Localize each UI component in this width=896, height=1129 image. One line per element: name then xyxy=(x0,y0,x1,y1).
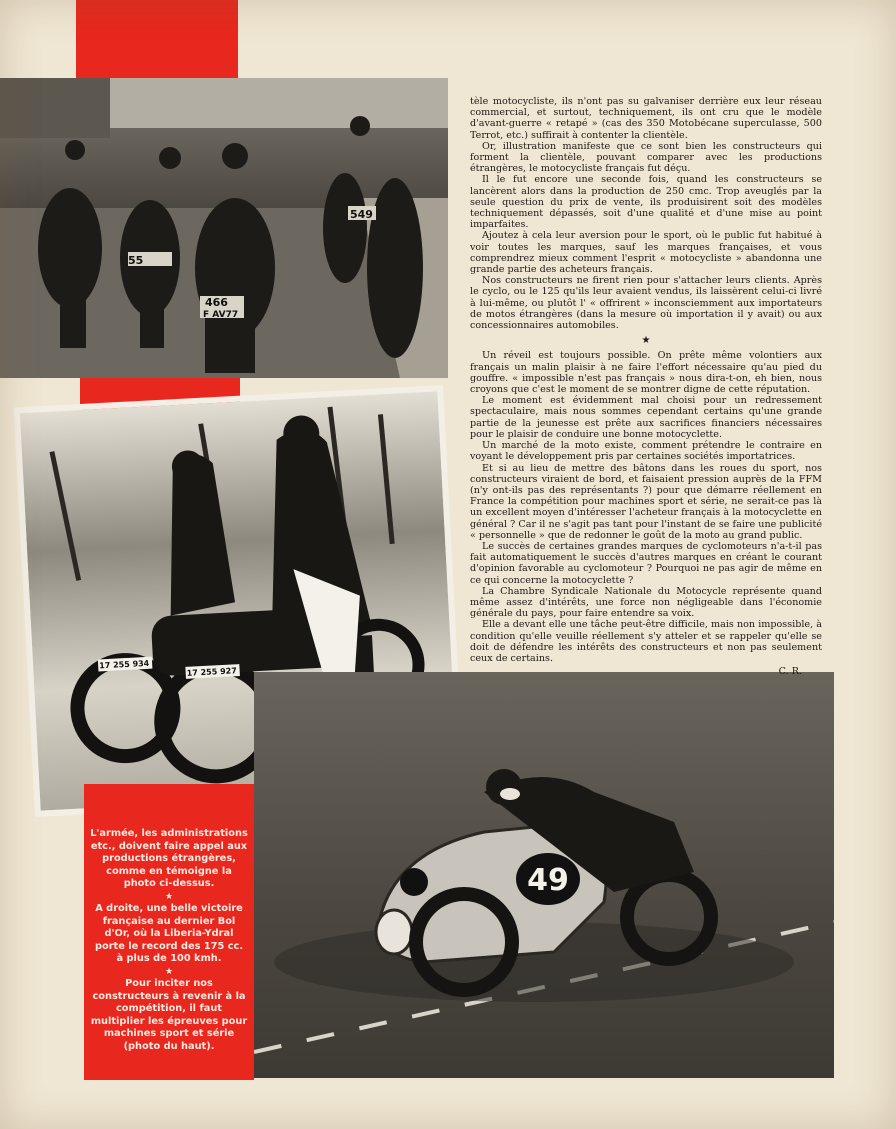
article-paragraph: Un marché de la moto existe, comment prétendre le contraire en voyant le développement pris par certaines sociétés importatrices. xyxy=(470,440,822,463)
red-block-top xyxy=(76,0,238,80)
article-paragraph: Ajoutez à cela leur aversion pour le sport, où le public fut habitué à voir toutes les marques, sauf les marques françaises, et vous comprendrez mieux comment l'esprit « motocycliste » abandonna une grande partie des acheteurs français. xyxy=(470,230,822,276)
star-separator: ★ xyxy=(164,966,174,977)
photo-caption-box xyxy=(84,784,254,1080)
article-paragraph: Le moment est évidemment mal choisi pour un redressement spectaculaire, mais nous sommes cependant certains qu'une grande partie de la jeunesse est prête aux sacrifices financiers nécessaires pour le plaisir de conduire une bonne motocyclette. xyxy=(470,395,822,440)
plate-549: 549 xyxy=(350,208,373,221)
photo-race-49 xyxy=(254,672,834,1078)
article-paragraph: tèle motocycliste, ils n'ont pas su galvaniser derrière eux leur réseau commercial, et surtout, techniquement, ils ont cru que le modèle d'avant-guerre « retapé » (cas des 350 Motobécane superculasse, 500 Terrot, etc.) suffirait à contenter la clientèle. xyxy=(470,96,822,141)
article-paragraph: Or, illustration manifeste que ce sont bien les constructeurs qui forment la clientèle, pouvant comparer avec les productions étrangères, le motocycliste français fut déçu. xyxy=(470,140,822,175)
photo-race-start xyxy=(0,78,448,378)
author-signature: C. R. xyxy=(778,666,802,678)
article-paragraph: Nos constructeurs ne firent rien pour s'attacher leurs clients. Après le cyclo, ou le 125 qu'ils leur avaient vendus, ils laissèrent celui-ci livré à lui-même, ou plutôt l' « offrirent » inconsciemment aux importateurs de motos étrangères (dans la mesure où importation il y avait) ou aux concessionnaires automobiles. xyxy=(470,275,822,332)
article-text xyxy=(470,96,822,677)
plate-17255934: 17 255 934 xyxy=(98,658,150,671)
article-paragraph: Le succès de certaines grandes marques de cyclomoteurs n'a-t-il pas fait automatiquement le succès d'autres marques en créant le courant d'opinion favorable au cyclomoteur ? Pourquoi ne pas agir de même en ce qui concerne la motocyclette ? xyxy=(470,540,822,586)
article-paragraph: Il le fut encore une seconde fois, quand les constructeurs se lancèrent alors dans la production de 250 cmc. Trop aveuglés par la seule question du prix de vente, ils produisirent soit des modèles techniquement dépassés, soit d'une qualité et d'une mise au point imparfaites. xyxy=(470,174,822,231)
article-paragraph: Elle a devant elle une tâche peut-être difficile, mais non impossible, à condition qu'elle veuille réellement s'y atteler et se rappeler qu'elle se doit de défendre les intérêts des constructeurs et non pas seulement ceux de certains. xyxy=(470,619,822,664)
plate-fav77: F AV77 xyxy=(203,310,239,320)
plate-466: 466 xyxy=(205,296,228,309)
article-paragraph: Un réveil est toujours possible. On prête même volontiers aux français un malin plaisir à ne faire l'effort nécessaire qu'au pied du gouffre. « impossible n'est pas français » nous dira-t-on, eh bien, nous croyons que c'est le moment de se montrer digne de cette réputation. xyxy=(470,350,822,396)
caption-paragraph: A droite, une belle victoire française au dernier Bol d'Or, où la Liberia-Ydral porte le record des 175 cc. à plus de 100 kmh. xyxy=(94,902,244,965)
article-paragraph: Et si au lieu de mettre des bâtons dans les roues du sport, nos constructeurs viraient de bord, et faisaient pression auprès de la FFM (n'y ont-ils pas des représentants ?) pour que démarre réellement en France la compétition pour machines sport et série, ne serait-ce pas là un excellent moyen d'intéresser l'acheteur français à la motocyclette en général ? Car il ne s'agit pas tant pour l'instant de se faire une publicité « personnelle » que de redonner le goût de la moto au grand public. xyxy=(470,462,822,541)
plate-17255927: 17 255 927 xyxy=(186,666,237,678)
caption-paragraph: L'armée, les administrations etc., doivent faire appel aux productions étrangères, comme en témoigne la photo ci-dessus. xyxy=(90,828,248,890)
star-separator: ★ xyxy=(164,891,174,902)
plate-55: 55 xyxy=(128,254,144,267)
article-paragraph: La Chambre Syndicale Nationale du Motocycle représente quand même assez d'intérêts, une force non négligeable dans l'économie générale du pays, pour faire entendre sa voix. xyxy=(470,585,822,620)
caption-paragraph: Pour inciter nos constructeurs à revenir à la compétition, il faut multiplier les épreuves pour machines sport et série (photo du haut). xyxy=(90,977,248,1052)
race-number: 49 xyxy=(527,863,569,898)
star-separator: ★ xyxy=(641,335,651,347)
